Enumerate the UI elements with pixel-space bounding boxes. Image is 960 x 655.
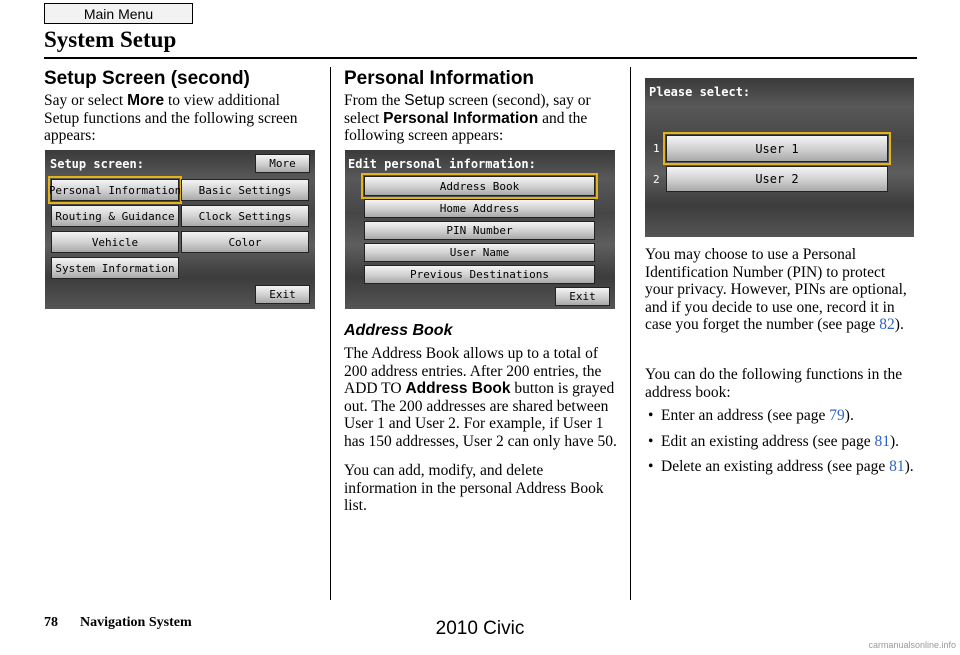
user-1-number-label: 1 [653, 142, 660, 155]
setup-basic-settings-button[interactable]: Basic Settings [181, 179, 309, 201]
text-run: button is grayed out. The 200 addresses are shared between User 1 and User 2. For example, if User 1 has 150 addresses, User 2 can only have 50. [344, 380, 617, 450]
page-number: 78 [44, 615, 58, 630]
text-run: From the [344, 92, 405, 109]
setup-screen-image [45, 150, 315, 309]
list-item [645, 407, 915, 425]
title-rule [44, 57, 917, 59]
address-book-modify-paragraph: You can add, modify, and delete information in the personal Address Book list. [344, 462, 604, 514]
user-2-number-label: 2 [653, 173, 660, 186]
edit-personal-info-exit-button[interactable]: Exit [555, 287, 610, 306]
subheading-address-book: Address Book [344, 322, 453, 339]
setup-routing-guidance-button[interactable]: Routing & Guidance [51, 205, 179, 227]
pin-number-button[interactable]: PIN Number [364, 221, 595, 240]
footer-model-label: 2010 Civic [435, 618, 525, 639]
text-run: ). [844, 407, 854, 424]
footer-nav-label: Navigation System [80, 615, 192, 630]
text-run: ). [890, 432, 900, 450]
setup-clock-settings-button[interactable]: Clock Settings [181, 205, 309, 227]
text-run: More [127, 92, 165, 109]
text-run: Enter an address (see page [661, 407, 830, 424]
page-link[interactable]: 81 [874, 432, 890, 450]
watermark-text: carmanualsonline.info [868, 640, 956, 650]
text-run: The Address Book allows up to a total of 200 address entries. After 200 entries, the ADD TO [344, 345, 602, 397]
setup-exit-button[interactable]: Exit [255, 285, 310, 304]
setup-more-button[interactable]: More [255, 154, 310, 173]
user-2-button[interactable]: User 2 [666, 166, 888, 192]
page-title: System Setup [44, 27, 177, 52]
text-run: Say or select [44, 92, 128, 109]
user-select-screen-image [645, 78, 914, 237]
setup-system-information-button[interactable]: System Information [51, 257, 179, 279]
setup-personal-information-button[interactable]: Personal Information [51, 179, 179, 201]
text-run: ). [894, 316, 904, 333]
text-run: Delete an existing address (see page [661, 458, 890, 475]
personal-info-intro-paragraph [344, 92, 619, 145]
setup-screen-title: Setup screen: [50, 157, 144, 171]
previous-destinations-button[interactable]: Previous Destinations [364, 265, 595, 284]
text-run: screen (second), say or select [344, 92, 591, 127]
section-heading-personal-information: Personal Information [344, 68, 535, 89]
address-book-functions-paragraph: You can do the following functions in the address book: [645, 366, 903, 401]
user-name-button[interactable]: User Name [364, 243, 595, 262]
page-link[interactable]: 79 [829, 407, 845, 424]
page-link[interactable]: 81 [889, 458, 905, 475]
address-book-button[interactable]: Address Book [364, 176, 595, 196]
section-heading-setup-screen: Setup Screen (second) [44, 68, 250, 89]
text-run: You may choose to use a Personal Identification Number (PIN) to protect your privacy. However, PINs are optional, and if you decide to use one, record it in case you forget the number (see page [645, 246, 907, 333]
text-run: Personal Information [383, 109, 539, 127]
setup-color-button[interactable]: Color [181, 231, 309, 253]
edit-personal-info-screen-title: Edit personal information: [348, 157, 536, 171]
address-book-functions-list [645, 407, 915, 484]
home-address-button[interactable]: Home Address [364, 199, 595, 218]
edit-personal-info-screen-image [345, 150, 615, 309]
user-1-button[interactable]: User 1 [666, 135, 888, 162]
list-item [645, 458, 915, 476]
text-run: ). [904, 458, 914, 475]
main-menu-button[interactable]: Main Menu [44, 3, 193, 24]
setup-vehicle-button[interactable]: Vehicle [51, 231, 179, 253]
address-book-paragraph [344, 345, 619, 450]
column-separator-1 [330, 67, 331, 600]
column-separator-2 [630, 67, 631, 600]
page-link[interactable]: 82 [879, 316, 895, 333]
setup-intro-paragraph [44, 92, 314, 145]
list-item [645, 433, 915, 451]
pin-paragraph [645, 246, 915, 334]
text-run: and the following screen appears: [344, 109, 588, 144]
user-select-screen-title: Please select: [649, 85, 751, 99]
text-run: Setup [404, 92, 445, 109]
text-run: Address Book [405, 380, 511, 397]
text-run: Edit an existing address (see page [661, 432, 875, 450]
text-run: to view additional Setup functions and the following screen appears: [44, 92, 298, 144]
